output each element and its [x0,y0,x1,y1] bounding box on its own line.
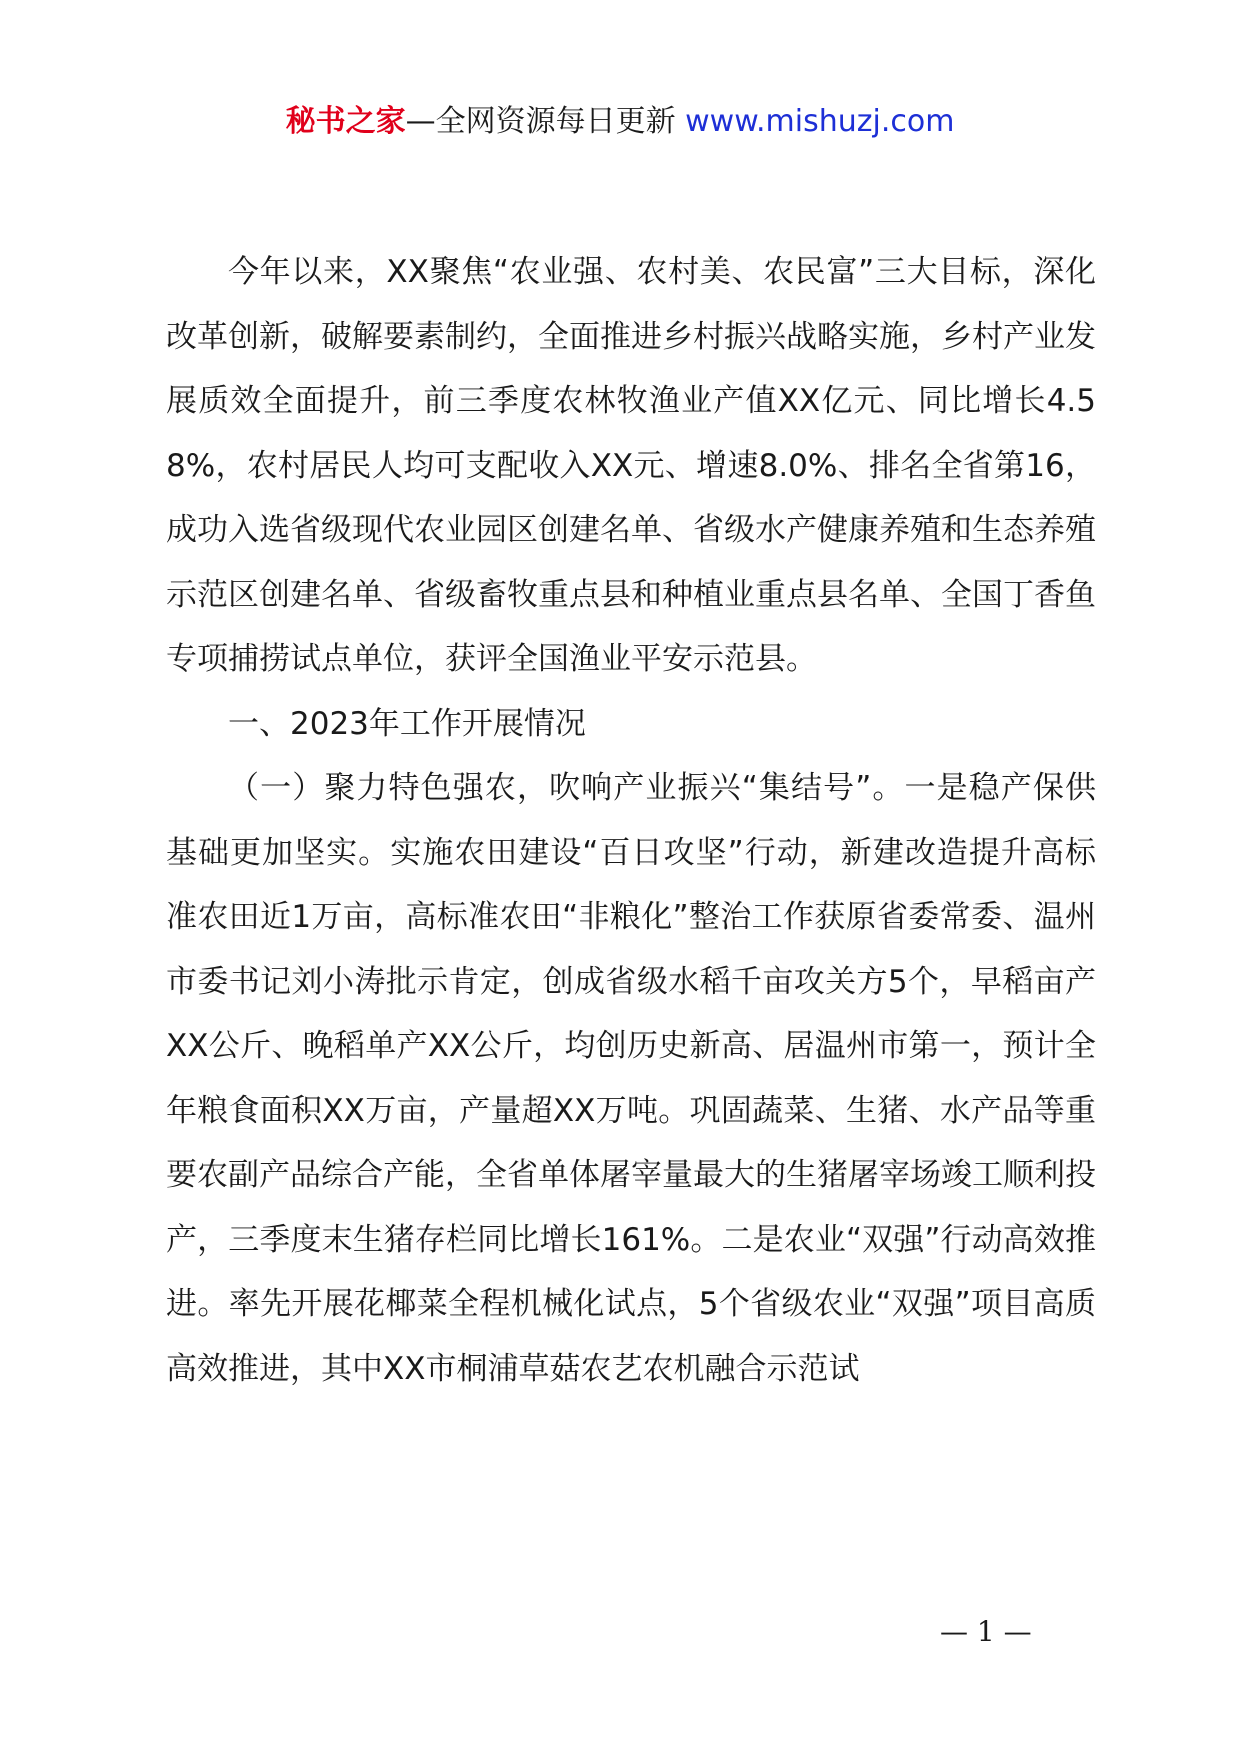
site-url-link[interactable]: www.mishuzj.com [685,104,955,139]
header-tagline: —全网资源每日更新 [405,104,686,139]
brand-name: 秘书之家 [285,104,406,139]
document-header [0,100,1240,144]
intro-paragraph: 今年以来，XX聚焦“农业强、农村美、农民富”三大目标，深化改革创新，破解要素制约，全面推进乡村振兴战略实施，乡村产业发展质效全面提升，前三季度农林牧渔业产值XX亿元、同比增长4.58%，农村居民人均可支配收入XX元、增速8.0%、排名全省第16，成功入选省级现代农业园区创建名单、省级水产健康养殖和生态养殖示范区创建名单、省级畜牧重点县和种植业重点县名单、全国丁香鱼专项捕捞试点单位，获评全国渔业平安示范县。 [166,254,1096,677]
page-number: — 1 — [940,1615,1032,1648]
section-heading: 一、2023年工作开展情况 [228,705,586,742]
document-body [166,240,1096,1401]
section-paragraph: （一）聚力特色强农，吹响产业振兴“集结号”。一是稳产保供基础更加坚实。实施农田建设“百日攻坚”行动，新建改造提升高标准农田近1万亩，高标准农田“非粮化”整治工作获原省委常委、温州市委书记刘小涛批示肯定，创成省级水稻千亩攻关方5个，早稻亩产XX公斤、晚稻单产XX公斤，均创历史新高、居温州市第一，预计全年粮食面积XX万亩，产量超XX万吨。巩固蔬菜、生猪、水产品等重要农副产品综合产能，全省单体屠宰量最大的生猪屠宰场竣工顺利投产，三季度末生猪存栏同比增长161%。二是农业“双强”行动高效推进。率先开展花椰菜全程机械化试点，5个省级农业“双强”项目高质高效推进，其中XX市桐浦草菇农艺农机融合示范试 [166,770,1096,1387]
